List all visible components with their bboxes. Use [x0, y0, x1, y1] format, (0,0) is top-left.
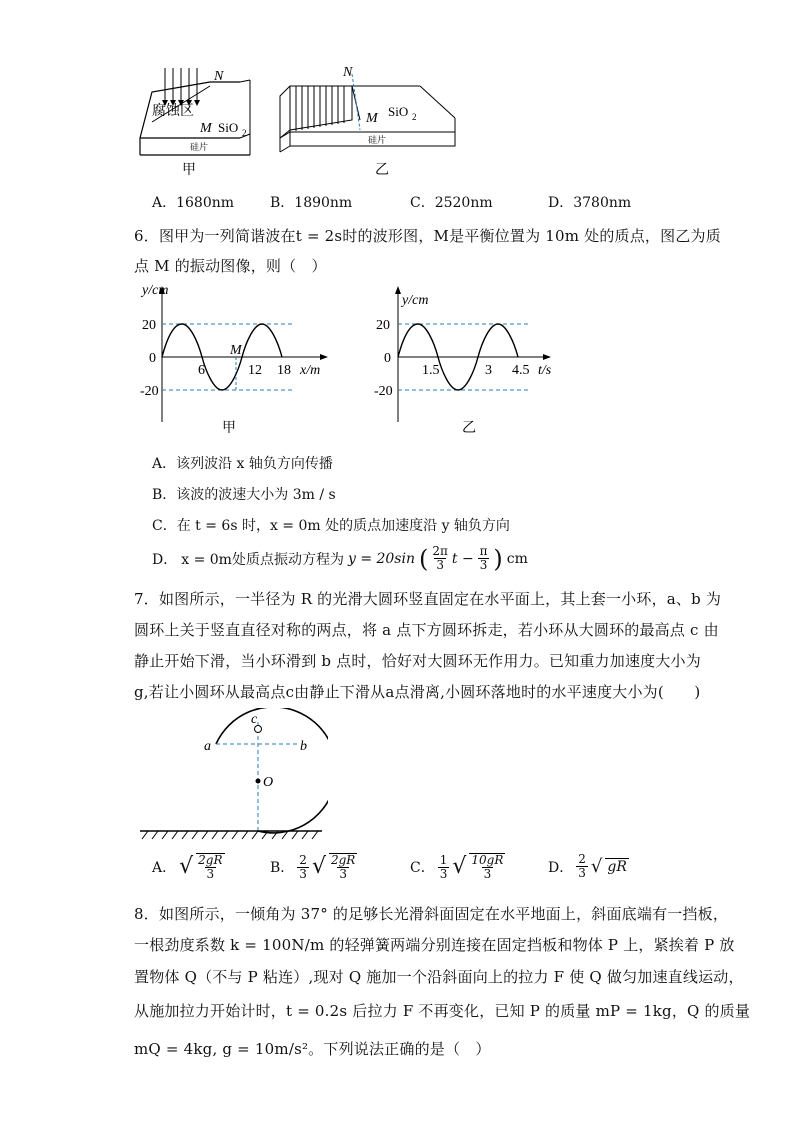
q6-optd-frac2 — [478, 545, 490, 572]
label-a: a — [204, 739, 211, 754]
q6-option-a: A．该列波沿 x 轴负方向传播 — [152, 456, 333, 472]
jia-ytop: 20 — [142, 318, 156, 333]
jia-x6: 6 — [198, 363, 205, 378]
label-b: b — [300, 739, 307, 754]
q8-stem-line4: 从施加拉力开始计时，t = 0.2s 后拉力 F 不再变化，已知 P 的质量 mP = 1kg，Q 的质量 — [134, 1002, 751, 1020]
q7-d-coef — [576, 853, 588, 880]
q7-b-coef-den: 3 — [299, 866, 307, 881]
yi-t1: 1.5 — [422, 363, 440, 378]
q7-d-coef-num: 2 — [578, 852, 586, 866]
yi-caption: 乙 — [375, 163, 389, 178]
yi-N: N — [343, 65, 353, 80]
yi-graph-caption: 乙 — [462, 421, 476, 436]
q7-d-coef-den: 3 — [578, 866, 586, 881]
q5-option-d: D．3780nm — [548, 195, 632, 211]
q6-option-d-unit: cm — [506, 550, 528, 567]
label-c: c — [251, 712, 258, 727]
q7-a-frac — [196, 853, 224, 881]
q6-option-d-t: t − — [451, 550, 474, 567]
yi-yzero: 0 — [384, 351, 391, 366]
jia-N: N — [214, 69, 224, 84]
q6-optd-frac1 — [432, 545, 448, 572]
q7-b-coef-num: 2 — [299, 852, 307, 867]
q8-stem-line1: 8．如图所示，一倾角为 37° 的足够长光滑斜面固定在水平地面上，斜面底端有一挡板， — [134, 905, 729, 923]
q7-c-coef-num: 1 — [439, 852, 448, 867]
q6-stem-line2: 点 M 的振动图像，则（ ） — [134, 257, 327, 275]
jia-graph-caption: 甲 — [222, 421, 236, 436]
q7-d-label: D． — [548, 859, 574, 876]
yi-ybot: -20 — [374, 384, 393, 399]
fig-yi — [280, 65, 455, 178]
q6-option-b: B．该波的波速大小为 3m / s — [152, 487, 336, 503]
q7-c-num: 10gR — [471, 853, 504, 867]
q7-b-num: 2gR — [330, 853, 356, 867]
q6-option-d-eq: y = 20sin — [347, 550, 415, 567]
q7-c-coef-den: 3 — [439, 866, 448, 881]
q5-option-b: B．1890nm — [270, 195, 353, 211]
q8-stem-line5: mQ = 4kg, g = 10m/s²。下列说法正确的是（ ） — [134, 1040, 491, 1058]
yi-si: 硅片 — [368, 135, 387, 145]
q7-b-den: 3 — [339, 867, 347, 882]
jia-xlabel: x/m — [300, 363, 321, 378]
q7-stem-line1: 7．如图所示，一半径为 R 的光滑大圆环竖直固定在水平面上，其上套一小环，a、b 为 — [134, 590, 722, 608]
yi-ylabel: y/cm — [402, 293, 429, 308]
jia-si: 硅片 — [190, 142, 209, 152]
q7-c-coef — [438, 854, 450, 881]
q7-c-den: 3 — [483, 867, 492, 882]
frac2-den: 3 — [479, 558, 488, 573]
q7-stem-line3: 静止开始下滑，当小环滑到 b 点时，恰好对大圆环无作用力。已知重力加速度大小为 — [134, 652, 701, 670]
q7-b-frac — [329, 853, 357, 881]
fig-jia — [140, 68, 250, 178]
q7-stem-line2: 圆环上关于竖直直径对称的两点，将 a 点下方圆环拆走，若小环从大圆环的最高点 c 由 — [134, 621, 719, 639]
jia-x18: 18 — [277, 363, 291, 378]
jia-yzero: 0 — [149, 351, 156, 366]
q5-figure — [130, 60, 470, 185]
q5-option-a: A．1680nm — [152, 195, 235, 211]
q5-option-c: C．2520nm — [410, 195, 493, 211]
q6-option-d-text: x = 0m处质点振动方程为 — [181, 551, 344, 568]
q6-stem-line1: 6．图甲为一列简谐波在t = 2s时的波形图，M是平衡位置为 10m 处的质点，图乙为质 — [134, 227, 721, 245]
label-O: O — [263, 775, 274, 790]
jia-caption: 甲 — [182, 163, 196, 178]
q7-b-label: B． — [270, 860, 295, 877]
yi-t3: 4.5 — [512, 363, 530, 378]
q8-stem-line2: 一根劲度系数 k = 100N/m 的轻弹簧两端分别连接在固定挡板和物体 P 上，紧挨着 P 放 — [134, 936, 735, 954]
jia-ybot: -20 — [140, 384, 159, 399]
q6-graph-jia — [140, 282, 340, 440]
q7-option-a: A． √ $\frac{2gR}{3}$ — [152, 853, 223, 882]
jia-x12: 12 — [248, 363, 262, 378]
q7-figure — [138, 708, 328, 843]
yi-sio2: SiO — [388, 104, 409, 119]
yi-sio2-sub: 2 — [412, 112, 417, 122]
q6-option-d-label: D． — [152, 551, 178, 568]
q6-option-d: D． x = 0m处质点振动方程为 y = 20sin ( $\frac{2\pi}{3}$ t − $\frac{\pi}{3}$ ) cm — [152, 544, 528, 573]
q7-option-b: B． $\frac{2}{3}$ √ $\frac{2gR}{3}$ — [270, 852, 356, 882]
jia-M: M — [200, 121, 212, 136]
q8-stem-line3: 置物体 Q（不与 P 粘连）,现对 Q 施加一个沿斜面向上的拉力 F 使 Q 做匀加速直线运动， — [134, 968, 744, 986]
jia-sio2: SiO — [218, 120, 239, 135]
jia-ylabel: y/cm — [142, 283, 169, 298]
q7-a-den: 3 — [206, 867, 215, 882]
frac1-num: 2π — [432, 544, 448, 558]
q7-option-d: D． $\frac{2}{3}$ √ gR — [548, 852, 627, 881]
center-dot — [256, 779, 261, 784]
q7-b-coef — [297, 854, 309, 881]
jia-xM: M — [230, 343, 242, 358]
frac1-den: 3 — [436, 558, 444, 573]
yi-M: M — [366, 111, 378, 126]
q7-a-label: A． — [152, 860, 177, 877]
jia-zone: 腐蚀区 — [152, 104, 194, 119]
q7-option-c: C． $\frac{1}{3}$ √ $\frac{10gR}{3}$ — [410, 852, 504, 882]
jia-sio2-sub: 2 — [242, 128, 247, 138]
frac2-num: π — [479, 544, 488, 558]
q7-c-label: C． — [410, 860, 435, 877]
q7-c-frac — [469, 853, 505, 881]
yi-ytop: 20 — [376, 318, 390, 333]
q7-d-rad: gR — [607, 859, 627, 876]
q7-a-num: 2gR — [198, 853, 223, 867]
q7-stem-line4: g,若让小圆环从最高点c由静止下滑从a点滑离,小圆环落地时的水平速度大小为( ) — [134, 683, 701, 701]
q6-option-c: C．在 t = 6s 时，x = 0m 处的质点加速度沿 y 轴负方向 — [152, 518, 510, 534]
yi-t2: 3 — [485, 363, 492, 378]
ring-arc — [216, 708, 328, 833]
yi-xlabel: t/s — [538, 363, 552, 378]
q6-graph-yi — [370, 282, 560, 440]
